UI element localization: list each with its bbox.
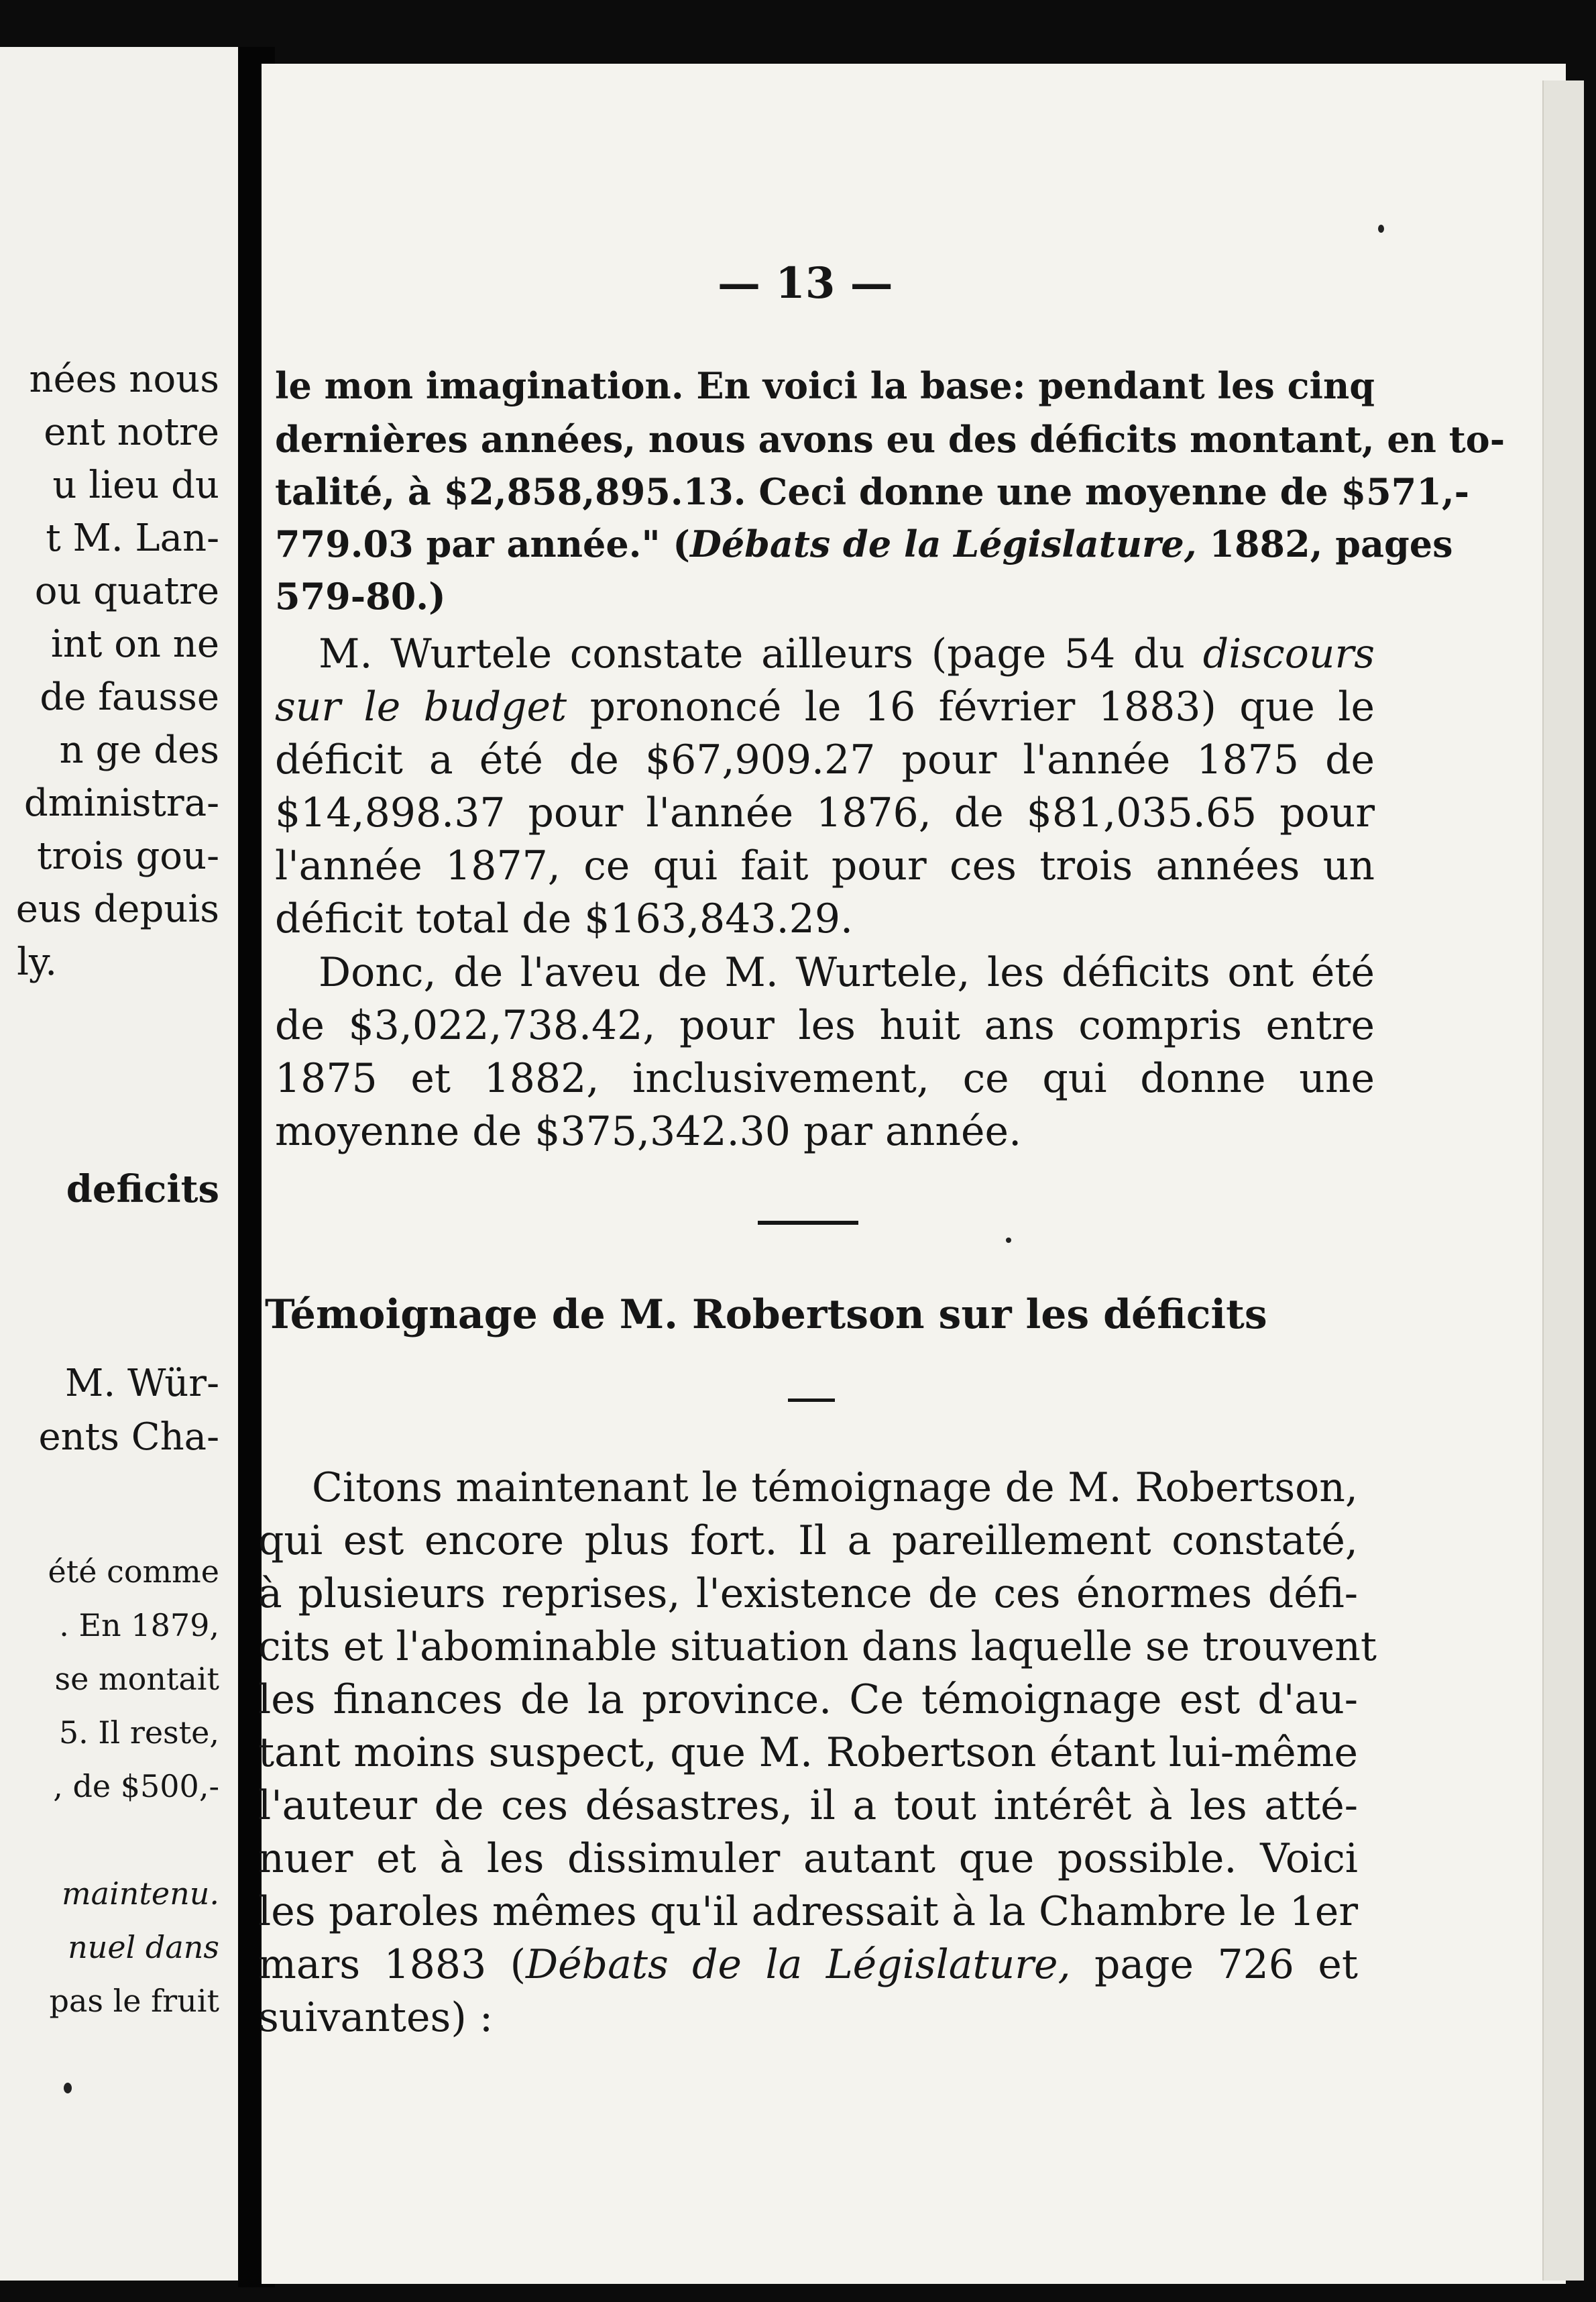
left-line: pas le fruit <box>49 1983 219 2019</box>
text-line: cits et l'abominable situation dans laquelle se trouvent <box>258 1623 1377 1670</box>
left-line: u lieu du <box>52 463 219 507</box>
text-line: $14,898.37 pour l'année 1876, de $81,035.65 pour <box>275 789 1375 836</box>
left-line: , de $500,- <box>53 1768 219 1804</box>
text-line: 1875 et 1882, inclusivement, ce qui donne une <box>275 1055 1375 1102</box>
text-line: de $3,022,738.42, pour les huit ans compris entre <box>275 1002 1375 1049</box>
text-line: l'année 1877, ce qui fait pour ces trois années un <box>275 842 1375 889</box>
left-line: eus depuis <box>15 887 219 931</box>
left-line: int on ne <box>50 622 219 666</box>
text-line: moyenne de $375,342.30 par année. <box>275 1108 1022 1155</box>
left-line: n ge des <box>59 728 219 772</box>
left-line: ou quatre <box>34 569 219 613</box>
text-line: les paroles mêmes qu'il adressait à la Chambre le 1er <box>258 1888 1358 1935</box>
ink-speck <box>64 2083 72 2093</box>
left-facing-page <box>0 47 238 2281</box>
text-line: dernières années, nous avons eu des déficits montant, en to- <box>275 418 1505 461</box>
text-line: mars 1883 (Débats de la Législature, page 726 et <box>258 1941 1358 1988</box>
text-line: 579-80.) <box>275 575 446 618</box>
text-line: suivantes) : <box>258 1994 494 2041</box>
text-line: déficit total de $163,843.29. <box>275 895 854 942</box>
text-line: tant moins suspect, que M. Robertson étant lui-même <box>258 1729 1358 1776</box>
ink-speck <box>1378 225 1384 233</box>
text-line: M. Wurtele constate ailleurs (page 54 du discours <box>319 631 1375 677</box>
left-line: de fausse <box>40 675 219 719</box>
left-line: ent notre <box>44 410 219 454</box>
left-line: 5. Il reste, <box>58 1714 219 1751</box>
page-edge <box>1542 80 1584 2281</box>
left-line: . En 1879, <box>59 1607 219 1643</box>
left-line: été comme <box>48 1553 219 1590</box>
left-line: trois gou- <box>37 834 219 878</box>
text-line: talité, à $2,858,895.13. Ceci donne une moyenne de $571,- <box>275 470 1470 513</box>
separator-dash <box>788 1399 835 1402</box>
text-line: à plusieurs reprises, l'existence de ces énormes défi- <box>258 1570 1358 1617</box>
left-heading: deficits <box>66 1167 219 1211</box>
text-line: qui est encore plus fort. Il a pareillement constaté, <box>258 1517 1358 1564</box>
left-line: nuel dans <box>68 1929 219 1965</box>
left-line: maintenu. <box>62 1875 219 1912</box>
text-line: l'auteur de ces désastres, il a tout intérêt à les atté- <box>258 1782 1358 1829</box>
text-line: 779.03 par année." (Débats de la Législature, 1882, pages <box>275 523 1453 565</box>
left-line: M. Wür- <box>65 1362 219 1405</box>
text-line: déficit a été de $67,909.27 pour l'année 1875 de <box>275 736 1375 783</box>
text-line: nuer et à les dissimuler autant que possible. Voici <box>258 1835 1358 1882</box>
text-line: Donc, de l'aveu de M. Wurtele, les déficits ont été <box>319 949 1375 996</box>
page-number: — 13 — <box>718 258 893 309</box>
text-line: le mon imagination. En voici la base: pendant les cinq <box>275 364 1375 407</box>
separator-rule <box>758 1221 858 1225</box>
left-line: se montait <box>54 1661 219 1697</box>
left-line: ents Cha- <box>38 1415 219 1459</box>
text-line: les finances de la province. Ce témoignage est d'au- <box>258 1676 1358 1723</box>
left-line: dministra- <box>23 781 219 825</box>
left-line: ly. <box>17 940 57 984</box>
text-line: Citons maintenant le témoignage de M. Robertson, <box>312 1464 1358 1511</box>
section-heading: Témoignage de M. Robertson sur les déficits <box>265 1291 1267 1338</box>
text-line: sur le budget prononcé le 16 février 1883) que le <box>275 683 1375 730</box>
ink-speck <box>1006 1238 1011 1243</box>
left-line: t M. Lan- <box>46 516 219 560</box>
left-line: nées nous <box>29 358 219 401</box>
